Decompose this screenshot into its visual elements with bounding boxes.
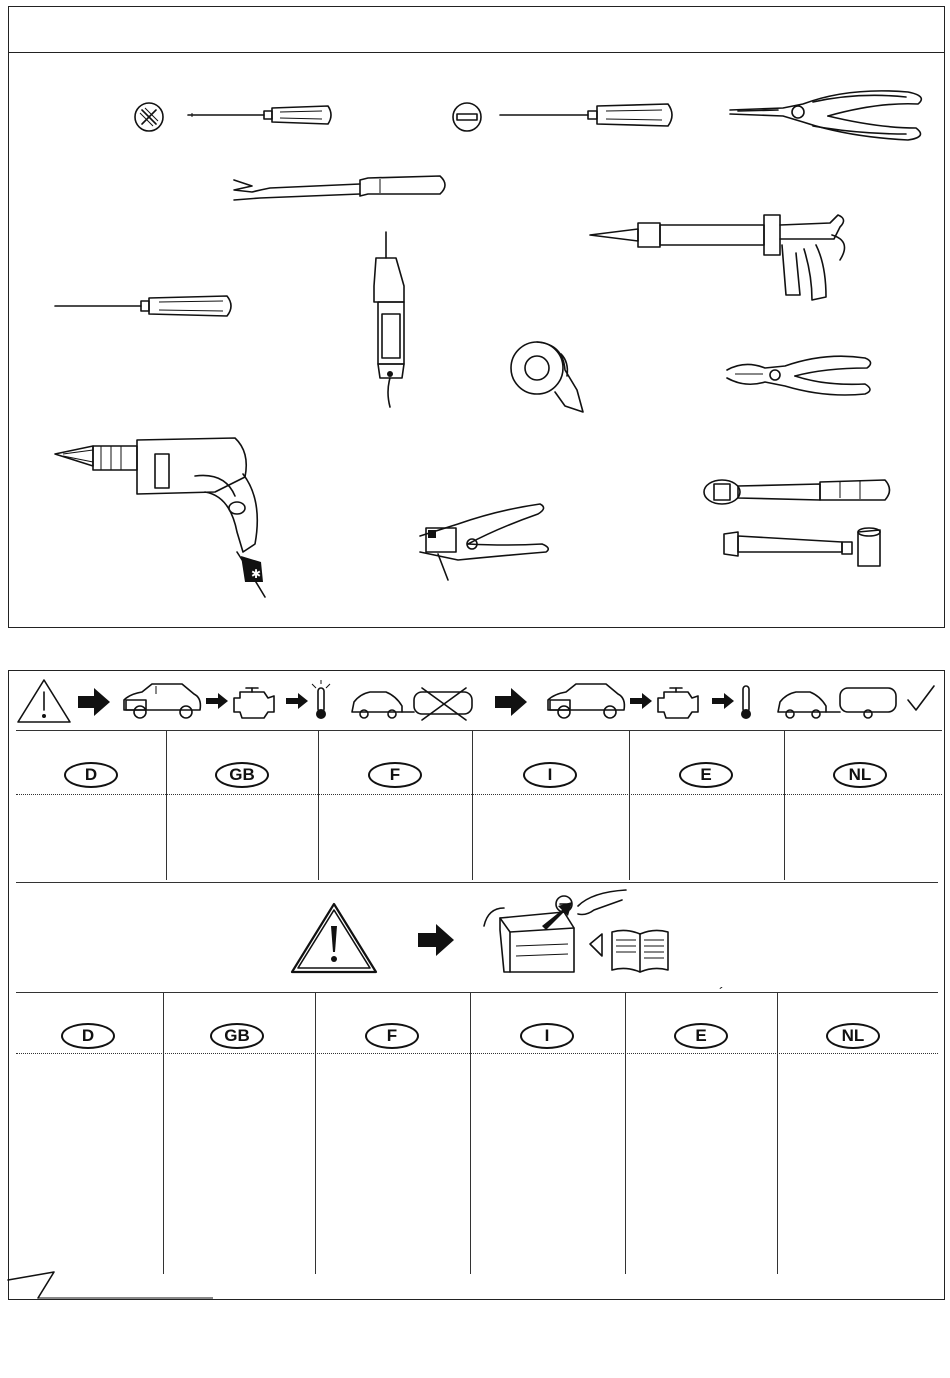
corner-fold-mark <box>8 1270 218 1302</box>
socket-extension-icon <box>718 522 888 577</box>
warning-triangle-icon <box>16 678 72 724</box>
column-separator <box>629 730 630 880</box>
lang-badge-d: D <box>61 1023 115 1049</box>
arrow-small-icon <box>630 693 652 709</box>
column-separator <box>163 992 164 1274</box>
grid-line-dotted <box>16 1053 938 1054</box>
accent-mark: ´ <box>719 984 724 1000</box>
arrow-small-icon <box>712 693 734 709</box>
lang-badge-gb: GB <box>210 1023 264 1049</box>
manual-book-icon <box>610 926 670 974</box>
warning-triangle-large-icon <box>288 900 380 976</box>
awl-icon <box>55 292 240 322</box>
torque-wrench-icon <box>700 470 895 510</box>
arrow-right-icon <box>495 688 527 716</box>
thermometer-hot-icon <box>308 680 334 722</box>
phillips-screwdriver-icon <box>188 100 338 130</box>
engine-icon <box>654 686 708 720</box>
power-drill-icon <box>55 432 280 607</box>
section-divider <box>16 882 938 883</box>
column-separator <box>472 730 473 880</box>
arrow-right-icon <box>418 924 454 956</box>
engine-icon <box>230 686 284 720</box>
lang-badge-i: I <box>523 762 577 788</box>
lang-badge-f: F <box>365 1023 419 1049</box>
thermometer-icon <box>736 682 756 722</box>
svg-text:✱: ✱ <box>251 567 262 581</box>
column-separator <box>470 992 471 1274</box>
column-separator <box>318 730 319 880</box>
lang-badge-nl: NL <box>833 762 887 788</box>
column-separator <box>777 992 778 1274</box>
car-trailer-icon <box>776 684 900 722</box>
lang-badge-nl: NL <box>826 1023 880 1049</box>
column-separator <box>166 730 167 880</box>
lang-badge-e: E <box>674 1023 728 1049</box>
phillips-symbol-icon <box>132 100 166 134</box>
circuit-tester-icon <box>368 232 418 412</box>
car-trailer-crossed-icon <box>350 684 478 722</box>
arrow-right-icon <box>78 688 110 716</box>
flat-symbol-icon <box>450 100 484 134</box>
arrow-small-icon <box>206 693 228 709</box>
lang-badge-gb: GB <box>215 762 269 788</box>
side-cutters-icon <box>725 350 875 402</box>
column-separator <box>625 992 626 1274</box>
trim-removal-tool-icon <box>230 170 450 210</box>
sealant-gun-icon <box>590 205 860 305</box>
combination-pliers-icon <box>728 82 928 152</box>
warning-panel <box>8 670 945 1300</box>
checkmark-icon <box>906 684 936 714</box>
tools-header-bar <box>9 7 944 53</box>
car-battery-front-icon <box>544 680 628 722</box>
lang-badge-i: I <box>520 1023 574 1049</box>
column-separator <box>315 992 316 1274</box>
grid-line <box>16 730 942 731</box>
column-separator <box>784 730 785 880</box>
flat-screwdriver-icon <box>500 100 680 130</box>
lang-badge-e: E <box>679 762 733 788</box>
lang-badge-d: D <box>64 762 118 788</box>
grid-line-dotted <box>16 794 942 795</box>
grid-line <box>16 992 938 993</box>
arrow-small-icon <box>286 693 308 709</box>
car-battery-front-icon <box>120 680 204 722</box>
lang-badge-f: F <box>368 762 422 788</box>
wire-stripper-icon <box>418 500 553 585</box>
insulating-tape-icon <box>505 336 595 416</box>
